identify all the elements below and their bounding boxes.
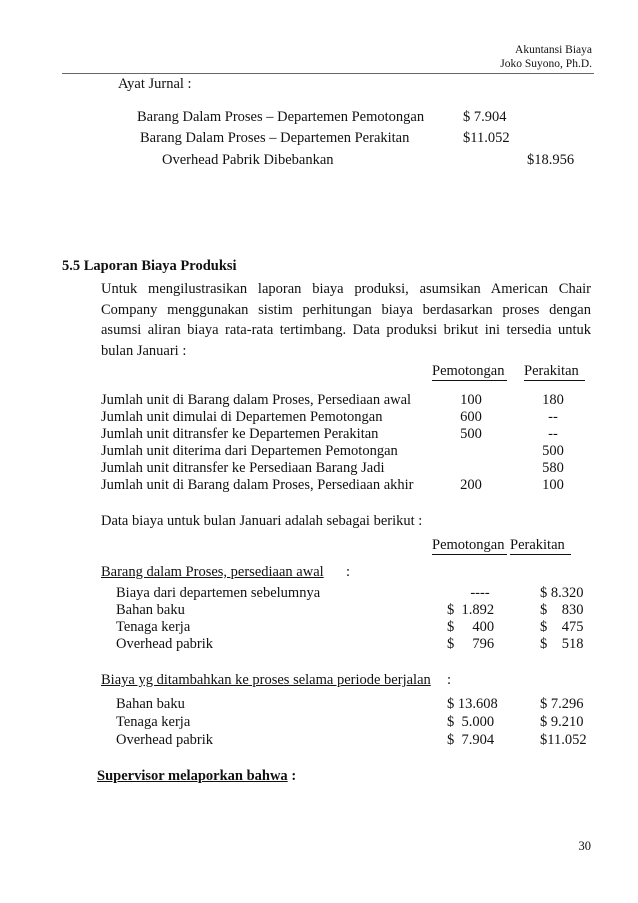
cost-row-label: Overhead pabrik [116, 636, 214, 652]
cost-row-label: Bahan baku [116, 602, 185, 618]
prod-col-pemotongan: Pemotongan [432, 363, 505, 379]
section-title: 5.5 Laporan Biaya Produksi [62, 258, 237, 274]
prod-row-b: 180 [542, 392, 564, 408]
supervisor-colon: : [291, 768, 297, 784]
cost-col-pemotongan-underline [432, 554, 507, 555]
journal-account-3: Overhead Pabrik Dibebankan [162, 152, 334, 168]
cost-row-b: $ 475 [540, 619, 584, 635]
prod-row-label: Jumlah unit ditransfer ke Departemen Perakitan [101, 426, 379, 442]
prod-row-b: 100 [542, 477, 564, 493]
cost-row-b: $11.052 [540, 732, 587, 748]
prod-row-b: -- [548, 409, 558, 425]
journal-label: Ayat Jurnal : [118, 76, 192, 92]
cost-row-label: Tenaga kerja [116, 619, 191, 635]
cost-row-b: $ 9.210 [540, 714, 584, 730]
prod-row-label: Jumlah unit di Barang dalam Proses, Persediaan akhir [101, 477, 414, 493]
cost-row-label: Overhead pabrik [116, 732, 214, 748]
cost-group-title: Biaya yg ditambahkan ke proses selama periode berjalan [101, 672, 431, 688]
cost-group-colon: : [447, 672, 452, 688]
cost-row-a: $ 5.000 [447, 714, 495, 730]
cost-row-b: $ 8.320 [540, 585, 584, 601]
page-number: 30 [578, 839, 591, 853]
cost-row-b: $ 7.296 [540, 696, 584, 712]
cost-row-label: Biaya dari departemen sebelumnya [116, 585, 321, 601]
cost-group-colon: : [346, 564, 351, 580]
prod-row-label: Jumlah unit dimulai di Departemen Pemotongan [101, 409, 383, 425]
prod-col-perakitan: Perakitan [524, 363, 579, 379]
cost-row-a: $ 1.892 [447, 602, 495, 618]
prod-row-label: Jumlah unit di Barang dalam Proses, Persediaan awal [101, 392, 412, 408]
cost-row-label: Tenaga kerja [116, 714, 191, 730]
supervisor-label: Supervisor melaporkan bahwa [97, 768, 288, 784]
journal-debit-2: $11.052 [463, 130, 510, 146]
prod-row-label: Jumlah unit diterima dari Departemen Pemotongan [101, 443, 398, 459]
prod-row-a: 100 [460, 392, 482, 408]
header-title: Akuntansi Biaya [515, 44, 592, 56]
prod-row-a: 200 [460, 477, 482, 493]
journal-account-1: Barang Dalam Proses – Departemen Pemotongan [137, 109, 425, 125]
cost-row-a: $ 400 [447, 619, 495, 635]
cost-col-perakitan: Perakitan [510, 537, 565, 553]
cost-row-label: Bahan baku [116, 696, 185, 712]
journal-credit-3: $18.956 [527, 152, 575, 168]
header-rule [62, 73, 594, 74]
cost-col-perakitan-underline [510, 554, 571, 555]
costs-intro: Data biaya untuk bulan Januari adalah sebagai berikut : [101, 513, 423, 529]
prod-row-b: 580 [542, 460, 564, 476]
journal-debit-1: $ 7.904 [463, 109, 507, 125]
cost-col-pemotongan: Pemotongan [432, 537, 505, 553]
cost-row-b: $ 830 [540, 602, 584, 618]
prod-row-b: 500 [542, 443, 564, 459]
prod-row-b: -- [548, 426, 558, 442]
cost-row-a: ---- [470, 585, 490, 601]
cost-row-a: $ 13.608 [447, 696, 498, 712]
cost-row-a: $ 796 [447, 636, 495, 652]
header-author: Joko Suyono, Ph.D. [500, 58, 592, 70]
cost-group-title: Barang dalam Proses, persediaan awal [101, 564, 324, 580]
prod-col-pemotongan-underline [432, 380, 507, 381]
supervisor-heading [97, 768, 296, 785]
prod-col-perakitan-underline [524, 380, 585, 381]
prod-row-a: 500 [460, 426, 482, 442]
cost-row-a: $ 7.904 [447, 732, 495, 748]
cost-row-b: $ 518 [540, 636, 584, 652]
prod-row-label: Jumlah unit ditransfer ke Persediaan Barang Jadi [101, 460, 385, 476]
prod-row-a: 600 [460, 409, 482, 425]
intro-paragraph: Untuk mengilustrasikan laporan biaya produksi, asumsikan American Chair Company menggunakan sistim perhitungan biaya berdasarkan proses dengan asumsi aliran biaya rata-rata tertimbang. Data produksi brikut ini tersedia untuk bulan Januari : [101, 281, 591, 359]
journal-account-2: Barang Dalam Proses – Departemen Perakitan [140, 130, 410, 146]
